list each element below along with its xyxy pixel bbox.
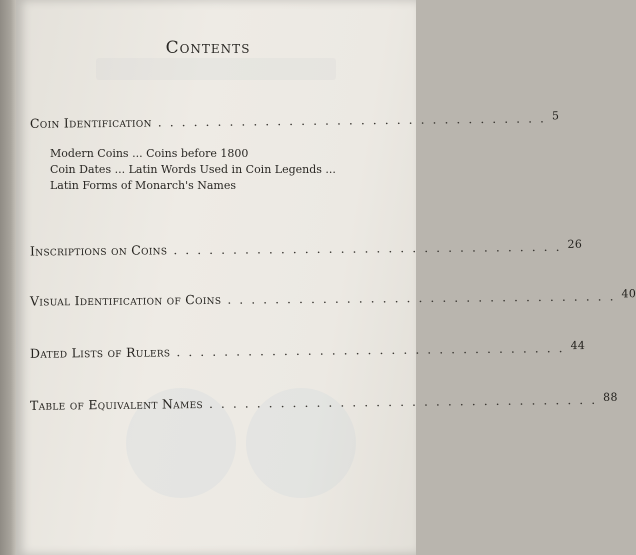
page-title: Contents bbox=[165, 38, 251, 58]
toc-entry-inscriptions bbox=[29, 237, 583, 259]
dot-leader: . . . . . . . . . . . . . . . . . . . . . . . . . . . . . . . . . bbox=[157, 110, 547, 130]
book-page bbox=[16, 0, 416, 555]
sub-entry: Coin Dates bbox=[50, 163, 112, 176]
toc-entry-page: 88 bbox=[603, 390, 618, 404]
toc-entry-page: 5 bbox=[551, 109, 560, 123]
sub-entry: Latin Forms of Monarch's Names bbox=[50, 179, 237, 192]
sub-separator: ... bbox=[128, 147, 147, 160]
toc-entry-visual-identification bbox=[29, 287, 636, 309]
toc-entry-page: 44 bbox=[570, 339, 586, 353]
dot-leader: . . . . . . . . . . . . . . . . . . . . . . . . . . . . . . . . . bbox=[173, 238, 562, 258]
toc-entry-label: Coin Identification bbox=[29, 114, 152, 131]
sub-entry: Coins before 1800 bbox=[146, 147, 249, 160]
toc-sub-entries bbox=[50, 146, 340, 194]
dot-leader: . . . . . . . . . . . . . . . . . . . . . . . . . . . . . . . . . bbox=[227, 288, 616, 307]
sub-entry: Latin Words Used in Coin Legends bbox=[128, 163, 322, 176]
toc-entry-page: 40 bbox=[621, 287, 636, 301]
toc-entry-label: Visual Identification of Coins bbox=[29, 291, 222, 309]
sub-entry: Modern Coins bbox=[50, 147, 129, 160]
toc-entry-label: Dated Lists of Rulers bbox=[29, 344, 171, 361]
sub-separator: ... bbox=[111, 163, 129, 176]
toc-entry-label: Inscriptions on Coins bbox=[29, 242, 168, 259]
sub-separator: ... bbox=[321, 163, 336, 176]
toc-entry-page: 26 bbox=[567, 237, 583, 251]
dot-leader: . . . . . . . . . . . . . . . . . . . . . . . . . . . . . . . . . bbox=[208, 391, 598, 411]
toc-entry-label: Table of Equivalent Names bbox=[29, 396, 203, 413]
dot-leader: . . . . . . . . . . . . . . . . . . . . . . . . . . . . . . . . . bbox=[176, 340, 565, 360]
show-through-text bbox=[96, 58, 336, 80]
